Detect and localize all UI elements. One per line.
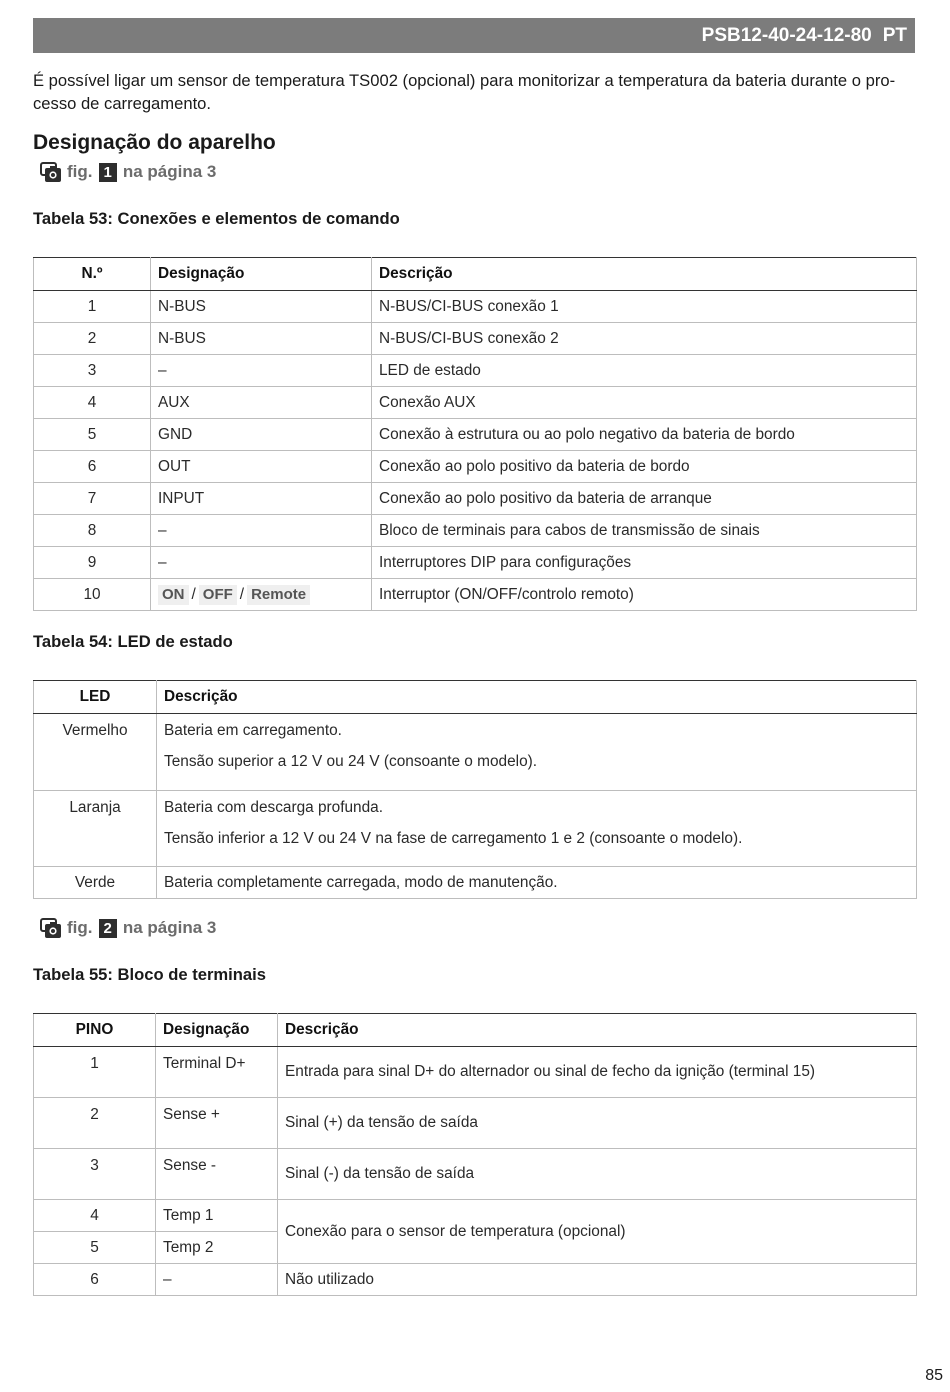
- cell-led-color: Vermelho: [34, 714, 157, 791]
- description-line: Tensão inferior a 12 V ou 24 V na fase de carregamento 1 e 2 (consoante o modelo).: [164, 830, 743, 847]
- table-row: [34, 579, 917, 611]
- language-code: PT: [882, 24, 907, 46]
- cell-designation: Terminal D+: [156, 1047, 278, 1098]
- cell-description: [157, 714, 917, 791]
- cell-designation: –: [151, 515, 372, 547]
- table-55: [33, 1013, 917, 1296]
- cell-designation: N-BUS: [151, 291, 372, 323]
- cell-description: N-BUS/CI-BUS conexão 2: [372, 323, 917, 355]
- cell-description: Não utilizado: [278, 1264, 917, 1296]
- description-line: Bateria completamente carregada, modo de manutenção.: [164, 873, 558, 891]
- column-header-pin: PINO: [34, 1014, 156, 1047]
- cell-designation: GND: [151, 419, 372, 451]
- cell-description: [157, 867, 917, 899]
- cell-description: Interruptores DIP para configurações: [372, 547, 917, 579]
- table-row: [34, 1149, 917, 1200]
- cell-pin: 6: [34, 1264, 156, 1296]
- section-title: Designação do aparelho: [33, 131, 276, 154]
- page-number: 85: [925, 1367, 943, 1384]
- column-header-led: LED: [34, 681, 157, 714]
- figure-page-text: na página 3: [122, 162, 217, 181]
- cell-number: 10: [34, 579, 151, 611]
- table-row: [34, 515, 917, 547]
- model-name: PSB12-40-24-12-80: [701, 24, 872, 46]
- cell-description: Conexão para o sensor de temperatura (opcional): [278, 1200, 917, 1264]
- table-row: [34, 1047, 917, 1098]
- cell-description: Conexão à estrutura ou ao polo negativo da bateria de bordo: [372, 419, 917, 451]
- cell-number: 5: [34, 419, 151, 451]
- table-row: [34, 1200, 917, 1232]
- table-row: [34, 1264, 917, 1296]
- key-separator: /: [239, 585, 245, 603]
- table-row: [34, 714, 917, 791]
- column-header-designation: Designação: [156, 1014, 278, 1047]
- cell-designation: Temp 1: [156, 1200, 278, 1232]
- cell-designation: INPUT: [151, 483, 372, 515]
- cell-number: 2: [34, 323, 151, 355]
- table-row: [34, 355, 917, 387]
- table-row: [34, 547, 917, 579]
- figure-page-text: na página 3: [122, 918, 217, 937]
- cell-number: 3: [34, 355, 151, 387]
- column-header-description: Descrição: [157, 681, 917, 714]
- cell-pin: 2: [34, 1098, 156, 1149]
- cell-description: Sinal (-) da tensão de saída: [278, 1149, 917, 1200]
- cell-description: N-BUS/CI-BUS conexão 1: [372, 291, 917, 323]
- cell-number: 4: [34, 387, 151, 419]
- cell-pin: 3: [34, 1149, 156, 1200]
- page-header-bar: [33, 18, 915, 53]
- cell-description: Bloco de terminais para cabos de transmissão de sinais: [372, 515, 917, 547]
- table-row: [34, 1098, 917, 1149]
- cell-designation: –: [156, 1264, 278, 1296]
- table-row: [34, 291, 917, 323]
- cell-designation: Temp 2: [156, 1232, 278, 1264]
- table-row: [34, 867, 917, 899]
- fig-label: fig.: [67, 918, 93, 937]
- figure-reference-2[interactable]: [40, 916, 216, 940]
- table-row: [34, 451, 917, 483]
- table-55-caption: Tabela 55: Bloco de terminais: [33, 965, 267, 984]
- column-header-designation: Designação: [151, 258, 372, 291]
- cell-designation: Sense +: [156, 1098, 278, 1149]
- table-header-row: [34, 1014, 917, 1047]
- cell-designation: [151, 579, 372, 611]
- camera-icon: [40, 162, 62, 183]
- cell-description: Sinal (+) da tensão de saída: [278, 1098, 917, 1149]
- key-off: OFF: [199, 585, 237, 605]
- description-line: Tensão superior a 12 V ou 24 V (consoante o modelo).: [164, 753, 538, 770]
- key-on: ON: [158, 585, 189, 605]
- cell-designation: OUT: [151, 451, 372, 483]
- table-row: [34, 323, 917, 355]
- description-line: Bateria em carregamento.: [164, 722, 342, 739]
- cell-description: Entrada para sinal D+ do alternador ou sinal de fecho da ignição (terminal 15): [278, 1047, 917, 1098]
- cell-description: [157, 791, 917, 867]
- table-53: [33, 257, 917, 611]
- figure-number-badge: 1: [99, 163, 117, 182]
- fig-label: fig.: [67, 162, 93, 181]
- table-header-row: [34, 258, 917, 291]
- cell-designation: N-BUS: [151, 323, 372, 355]
- cell-designation: –: [151, 547, 372, 579]
- camera-icon: [40, 918, 62, 939]
- column-header-description: Descrição: [278, 1014, 917, 1047]
- table-header-row: [34, 681, 917, 714]
- cell-pin: 1: [34, 1047, 156, 1098]
- column-header-description: Descrição: [372, 258, 917, 291]
- cell-description: Interruptor (ON/OFF/controlo remoto): [372, 579, 917, 611]
- table-54: [33, 680, 917, 899]
- table-row: [34, 419, 917, 451]
- description-line: Bateria com descarga profunda.: [164, 799, 384, 816]
- cell-led-color: Verde: [34, 867, 157, 899]
- key-remote: Remote: [247, 585, 310, 605]
- column-header-number: N.º: [34, 258, 151, 291]
- cell-designation: AUX: [151, 387, 372, 419]
- cell-description: Conexão AUX: [372, 387, 917, 419]
- table-53-caption: Tabela 53: Conexões e elementos de comando: [33, 209, 400, 228]
- cell-number: 1: [34, 291, 151, 323]
- intro-paragraph: É possível ligar um sensor de temperatura TS002 (opcional) para monitorizar a temperatura da bateria durante o pro-cesso de carregamento.: [33, 71, 896, 113]
- figure-number-badge: 2: [99, 919, 117, 938]
- table-row: [34, 483, 917, 515]
- cell-number: 6: [34, 451, 151, 483]
- cell-number: 8: [34, 515, 151, 547]
- cell-designation: –: [151, 355, 372, 387]
- figure-reference-1[interactable]: [40, 160, 216, 184]
- cell-description: LED de estado: [372, 355, 917, 387]
- cell-number: 7: [34, 483, 151, 515]
- table-row: [34, 791, 917, 867]
- table-row: [34, 387, 917, 419]
- cell-designation: Sense -: [156, 1149, 278, 1200]
- table-54-caption: Tabela 54: LED de estado: [33, 632, 233, 651]
- cell-description: Conexão ao polo positivo da bateria de bordo: [372, 451, 917, 483]
- cell-pin: 4: [34, 1200, 156, 1232]
- cell-description: Conexão ao polo positivo da bateria de arranque: [372, 483, 917, 515]
- cell-number: 9: [34, 547, 151, 579]
- cell-led-color: Laranja: [34, 791, 157, 867]
- cell-pin: 5: [34, 1232, 156, 1264]
- key-separator: /: [191, 585, 196, 603]
